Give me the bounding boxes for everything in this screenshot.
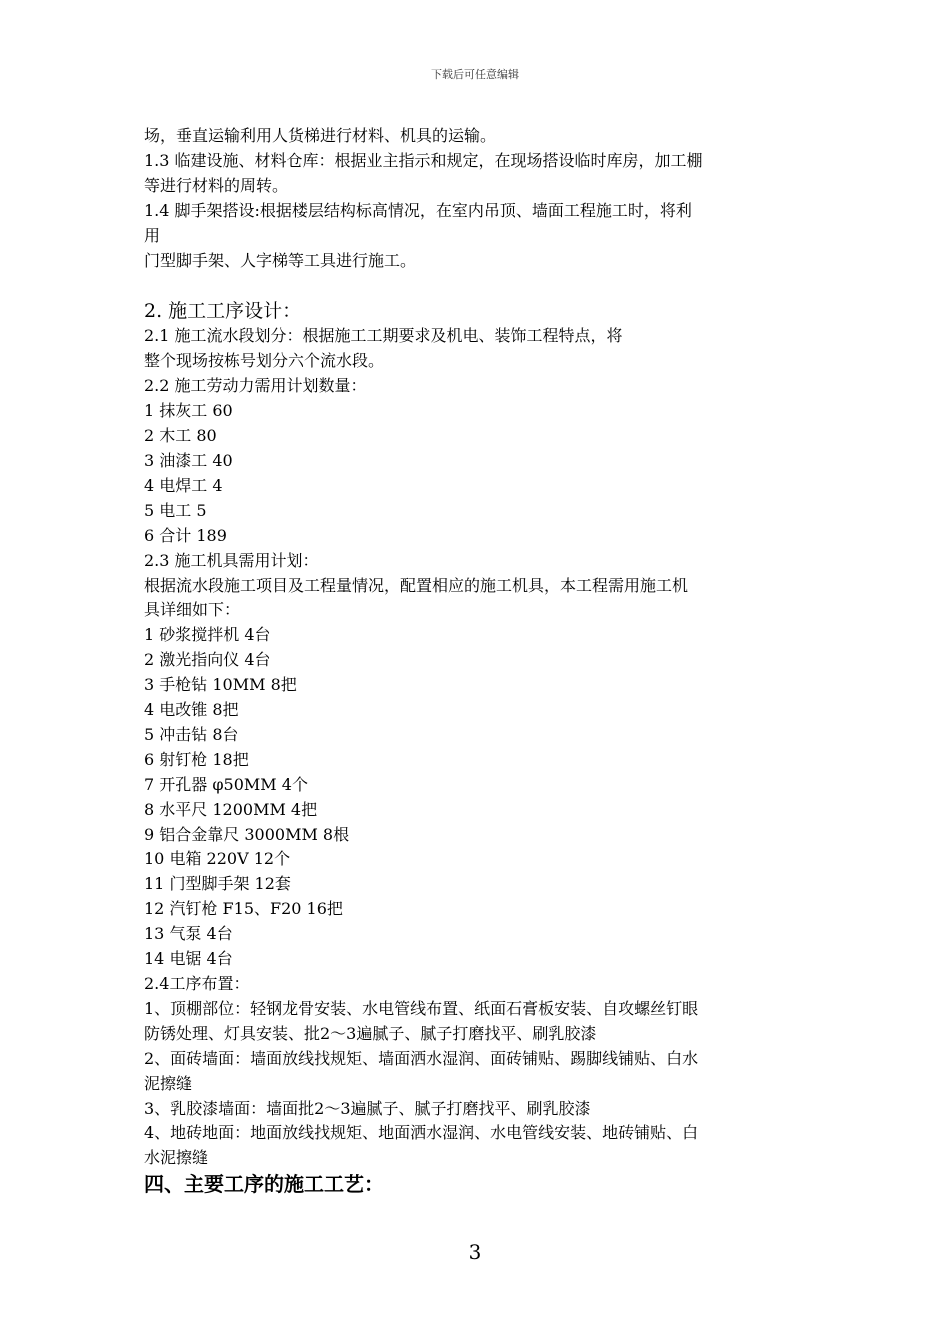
- text-line: 5 冲击钻 8台: [144, 724, 239, 744]
- text-line: 具详细如下：: [144, 600, 241, 620]
- text-line: 2、面砖墙面：墙面放线找规矩、墙面洒水湿润、面砖铺贴、踢脚线铺贴、白水: [144, 1048, 699, 1068]
- text-line: 防锈处理、灯具安装、批2～3遍腻子、腻子打磨找平、刷乳胶漆: [144, 1023, 597, 1043]
- text-line: 水泥擦缝: [144, 1148, 209, 1168]
- text-line: 门型脚手架、人字梯等工具进行施工。: [144, 250, 417, 270]
- text-line: 12 汽钉枪 F15、F20 16把: [144, 899, 343, 919]
- text-line: 2.1 施工流水段划分：根据施工工期要求及机电、装饰工程特点，将: [144, 326, 623, 346]
- text-line: 整个现场按栋号划分六个流水段。: [144, 351, 385, 371]
- text-line: 3 手枪钻 10MM 8把: [144, 675, 297, 695]
- text-line: 9 铝合金靠尺 3000MM 8根: [144, 824, 350, 844]
- text-line: 11 门型脚手架 12套: [144, 874, 291, 894]
- text-line: 8 水平尺 1200MM 4把: [144, 799, 318, 819]
- page-header: 下载后可任意编辑: [431, 68, 519, 81]
- text-line: 2 木工 80: [144, 426, 217, 446]
- text-line: 2.4工序布置：: [144, 974, 250, 993]
- text-line: 1.4 脚手架搭设:根据楼层结构标高情况，在室内吊顶、墙面工程施工时，将利: [144, 200, 692, 220]
- text-line: 4 电焊工 4: [144, 475, 223, 495]
- section-2-title: 2. 施工工序设计：: [144, 300, 302, 323]
- text-line: 6 射钉枪 18把: [144, 749, 249, 769]
- section-4-title: 四、主要工序的施工工艺：: [144, 1172, 384, 1197]
- text-line: 14 电锯 4台: [144, 949, 233, 969]
- text-line: 用: [144, 225, 161, 245]
- text-line: 10 电箱 220V 12个: [144, 849, 291, 869]
- text-line: 3 油漆工 40: [144, 450, 233, 470]
- text-line: 1、顶棚部位：轻钢龙骨安装、水电管线布置、纸面石膏板安装、自攻螺丝钉眼: [144, 998, 699, 1018]
- text-line: 13 气泵 4台: [144, 924, 233, 944]
- paragraph-block-1: [144, 124, 810, 273]
- text-line: 1 砂浆搅拌机 4台: [144, 625, 271, 645]
- text-line: 1 抹灰工 60: [144, 401, 233, 421]
- text-line: 6 合计 189: [144, 525, 227, 545]
- text-line: 7 开孔器 φ50MM 4个: [144, 774, 308, 794]
- text-line: 场，垂直运输利用人货梯进行材料、机具的运输。: [144, 126, 497, 145]
- text-line: 根据流水段施工项目及工程量情况，配置相应的施工机具，本工程需用施工机: [144, 575, 689, 595]
- text-line: 4、地砖地面：地面放线找规矩、地面洒水湿润、水电管线安装、地砖铺贴、白: [144, 1123, 699, 1143]
- text-line: 等进行材料的周转。: [144, 175, 289, 195]
- paragraph-block-2: [144, 324, 810, 1171]
- text-line: 泥擦缝: [144, 1073, 193, 1093]
- page-number: 3: [468, 1240, 482, 1264]
- text-line: 3、乳胶漆墙面：墙面批2～3遍腻子、腻子打磨找平、刷乳胶漆: [144, 1098, 591, 1118]
- text-line: 1.3 临建设施、材料仓库：根据业主指示和规定，在现场搭设临时库房，加工棚: [144, 150, 703, 170]
- text-line: 4 电改锥 8把: [144, 700, 239, 720]
- text-line: 5 电工 5: [144, 500, 207, 520]
- document-body: [144, 124, 810, 1197]
- text-line: 2.3 施工机具需用计划：: [144, 550, 319, 570]
- text-line: 2 激光指向仪 4台: [144, 650, 271, 670]
- text-line: 2.2 施工劳动力需用计划数量：: [144, 376, 367, 396]
- blank-line: [144, 273, 810, 299]
